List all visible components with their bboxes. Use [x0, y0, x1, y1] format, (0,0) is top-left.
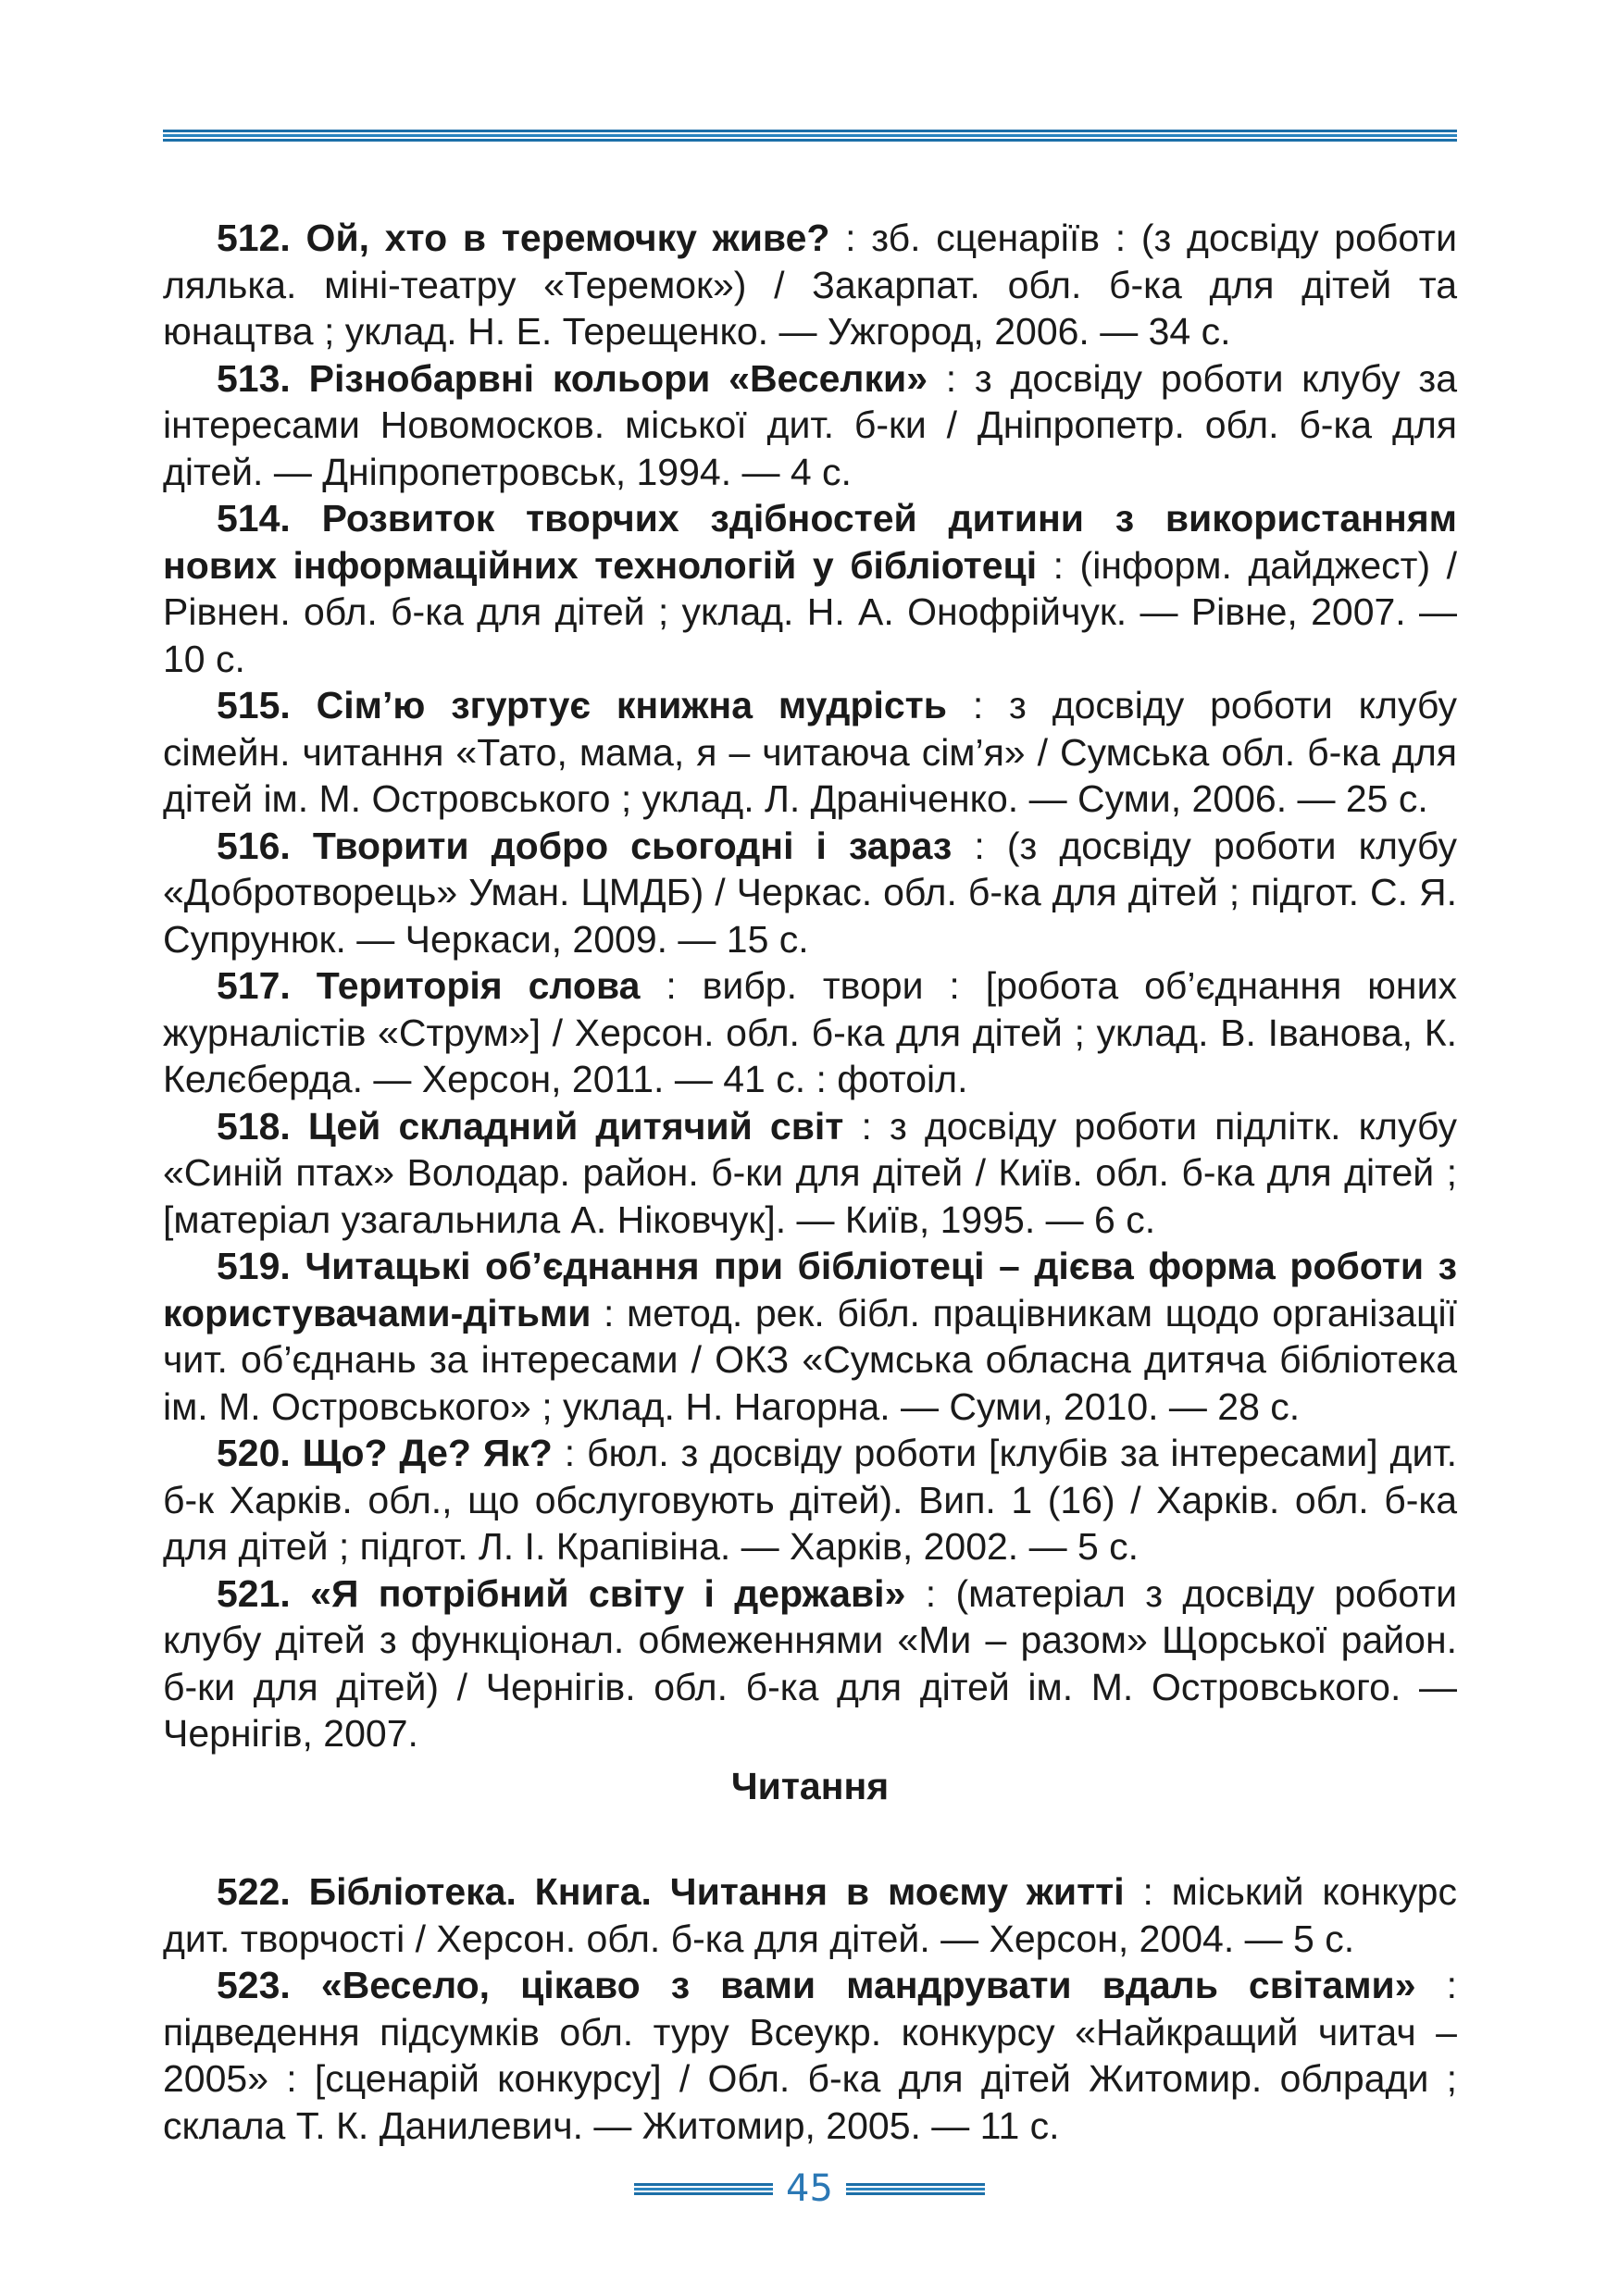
entry-521 — [163, 1570, 1457, 1757]
entry-523 — [163, 1962, 1457, 2149]
entry-516 — [163, 823, 1457, 963]
entry-514 — [163, 495, 1457, 682]
entry-520 — [163, 1430, 1457, 1570]
entry-details: : з досвіду роботи підлітк. клубу «Синій птах» Володар. район. б-ки для дітей / Київ. обл. б-ка для дітей ; [матеріал узагальнила А. Ніковчук]. — Київ, 1995. — 6 с. — [163, 1104, 1457, 1241]
entry-number: 514. — [217, 497, 291, 540]
entry-title: Що? Де? Як? — [302, 1432, 553, 1474]
entry-title: Різнобарвні кольори «Веселки» — [308, 356, 928, 400]
section-heading: Читання — [730, 1764, 890, 1807]
entry-518 — [163, 1103, 1457, 1244]
entry-details: : (з досвіду роботи клубу «Добротворець» Уман. ЦМДБ) / Черкас. обл. б-ка для дітей ; підгот. С. Я. Супрунюк. — Черкаси, 2009. — 15 с. — [163, 824, 1457, 961]
entry-number: 515. — [217, 684, 291, 726]
entry-512 — [163, 215, 1457, 355]
entry-details: : метод. рек. бібл. працівникам щодо організації чит. об’єднань за інтересами / ОКЗ «Сумська обласна дитяча бібліотека ім. М. Островського» ; уклад. Н. Нагорна. — Суми, 2010. — 28 с. — [163, 1291, 1457, 1428]
entry-title: Сім’ю згуртує книжна мудрість — [316, 684, 947, 726]
entry-title: Бібліотека. Книга. Читання в моєму житті — [308, 1870, 1125, 1913]
entry-title: Читацькі об’єднання при бібліотеці – дієва форма роботи з користувачами-дітьми — [163, 1245, 1457, 1334]
entry-title: Територія слова — [316, 964, 641, 1007]
entry-number: 518. — [217, 1104, 291, 1148]
entry-details: : з досвіду роботи клубу за інтересами Новомосков. міської дит. б-ки / Дніпропетр. обл. б-ка для дітей. — Дніпропетровськ, 1994. — 4 с. — [163, 356, 1457, 493]
entry-details: : (матеріал з досвіду роботи клубу дітей з функціонал. обмеженнями «Ми – разом» Щорської район. б-ки для дітей) / Чернігів. обл. б-ка для дітей ім. М. Островського. — Чернігів, 2007. — [163, 1571, 1457, 1755]
entry-number: 519. — [217, 1245, 291, 1287]
entry-number: 522. — [217, 1870, 291, 1913]
page-number: 45 — [786, 2167, 833, 2210]
bibliography-list — [163, 215, 1457, 2149]
entry-title: Цей складний дитячий світ — [307, 1104, 844, 1148]
entry-number: 520. — [217, 1432, 291, 1474]
entry-details: : з досвіду роботи клубу сімейн. читання «Тато, мама, я – читаюча сім’я» / Сумська обл. б-ка для дітей ім. М. Островського ; уклад. Л. Драніченко. — Суми, 2006. — 25 с. — [163, 684, 1457, 820]
entry-515 — [163, 682, 1457, 823]
entry-517 — [163, 962, 1457, 1103]
entry-details: : вибр. твори : [робота об’єднання юних журналістів «Струм»] / Херсон. обл. б-ка для дітей ; уклад. В. Іванова, К. Келєберда. — Херсон, 2011. — 41 с. : фотоіл. — [163, 964, 1457, 1100]
entry-title: «Я потрібний світу і державі» — [310, 1571, 906, 1615]
top-decorative-rule — [163, 130, 1457, 146]
footer-rule-right — [846, 2181, 985, 2197]
entry-details: : зб. сценаріїв : (з досвіду роботи лялька. міні-театру «Теремок») / Закарпат. обл. б-ка для дітей та юнацтва ; уклад. Н. Е. Терещенко. — Ужгород, 2006. — 34 с. — [163, 217, 1457, 353]
page-footer — [0, 2161, 1619, 2216]
entry-number: 516. — [217, 824, 291, 867]
entry-details: : підведення підсумків обл. туру Всеукр. конкурсу «Найкращий читач – 2005» : [сценарій конкурсу] / Обл. б-ка для дітей Житомир. облради ; склала Т. К. Данилевич. — Житомир, 2005. — 11 с. — [163, 1964, 1457, 2147]
entry-number: 513. — [217, 356, 291, 400]
entry-number: 523. — [217, 1964, 291, 2006]
entry-details: : бюл. з досвіду роботи [клубів за інтересами] дит. б-к Харків. обл., що обслуговують дітей). Вип. 1 (16) / Харків. обл. б-ка для дітей ; підгот. Л. І. Крапівіна. — Харків, 2002. — 5 с. — [163, 1432, 1457, 1568]
entry-number: 521. — [217, 1571, 291, 1615]
entry-title: «Весело, цікаво з вами мандрувати вдаль світами» — [320, 1964, 1416, 2006]
entry-details: : (інформ. дайджест) / Рівнен. обл. б-ка для дітей ; уклад. Н. А. Онофрійчук. — Рівне, 2007. — 10 с. — [163, 543, 1457, 680]
entry-number: 512. — [217, 217, 291, 259]
footer-rule-left — [634, 2181, 773, 2197]
entry-title: Ой, хто в теремочку живе? — [305, 217, 830, 259]
entry-519 — [163, 1243, 1457, 1430]
entry-title: Розвиток творчих здібностей дитини з використанням нових інформаційних технологій у бібліотеці — [163, 497, 1457, 587]
entry-number: 517. — [217, 964, 291, 1007]
entry-513 — [163, 355, 1457, 496]
entry-522 — [163, 1868, 1457, 1962]
entry-details: : міський конкурс дит. творчості / Херсон. обл. б-ка для дітей. — Херсон, 2004. — 5 с. — [163, 1870, 1457, 1960]
entry-title: Творити добро сьогодні і зараз — [312, 824, 953, 867]
